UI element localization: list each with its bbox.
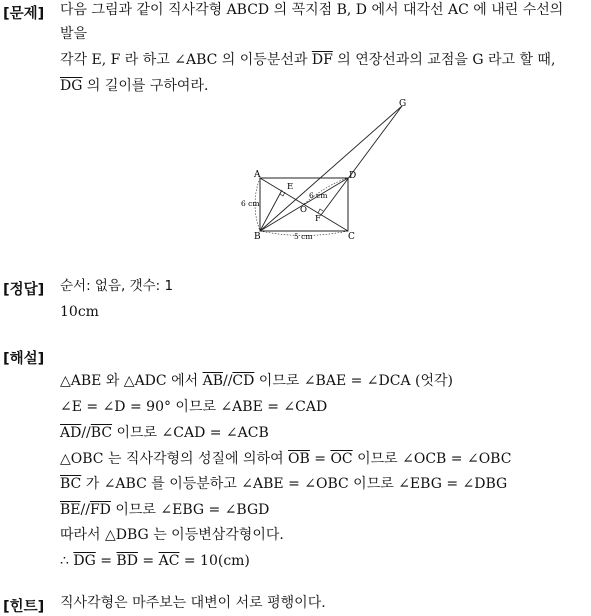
overline-segment: $\overline{DG}$ [60,78,83,94]
overline-segment: $\overline{OB}$ [288,451,310,467]
hint-line-1: 직사각형은 마주보는 대변이 서로 평행이다. [60,595,326,611]
solution-line-1: △ABE 와 △ADC 에서 $\overline{AB}//\overline{CD}$ 이므로 ∠BAE = ∠DCA (엇각) [60,373,454,389]
label-o: O [300,205,307,215]
dim-diagonal-label: 6 cm [309,191,328,200]
bisector-bg [260,106,402,231]
answer-tag: [정답] [3,282,45,298]
solution-tag: [해설] [3,351,45,367]
solution-line-2: ∠E = ∠D = 90° 이므로 ∠ABE = ∠CAD [60,399,328,415]
overline-segment: $\overline{BE}$ [60,502,81,518]
overline-segment: $\overline{BD}$ [116,553,138,569]
overline-segment: $\overline{BC}$ [90,425,113,441]
solution-line-8: ∴ $\overline{DG} = \overline{BD} = \overline{AC} = 10(cm)$ [60,553,250,569]
answer-line-2: 10cm [60,304,99,320]
overline-segment: $\overline{OC}$ [330,451,353,467]
solution-line-4: △OBC 는 직사각형의 성질에 의하여 $\overline{OB} = \overline{OC}$ 이므로 ∠OCB = ∠OBC [60,451,512,467]
overline-segment: $\overline{FD}$ [89,502,111,518]
problem-line-3: 각각 E, F 라 하고 ∠ABC 의 이등분선과 $\overline{DF}$ 의 연장선과의 교점을 G 라고 할 때, [60,52,556,68]
overline-segment: $\overline{DG}$ [73,553,96,569]
solution-line-3: $\overline{AD}//\overline{BC}$ 이므로 ∠CAD = ∠ACB [60,425,269,441]
solution-line-6: $\overline{BE}//\overline{FD}$ 이므로 ∠EBG = ∠BGD [60,502,270,518]
dim-width-label: 5 cm [294,232,313,241]
dim-height-label: 6 cm [241,199,260,208]
label-f: F [315,214,321,224]
label-a: A [254,170,261,180]
overline-segment: $\overline{AB}$ [202,373,223,389]
solution-line-5: $\overline{BC}$ 가 ∠ABC 를 이등분하고 ∠ABE = ∠OBC 이므로 ∠EBG = ∠DBG [60,476,508,492]
solution-line-7: 따라서 △DBG 는 이등변삼각형이다. [60,527,284,543]
problem-line-2: 발을 [60,26,88,42]
problem-line-1: 다음 그림과 같이 직사각형 ABCD 의 꼭지점 B, D 에서 대각선 AC 에 내린 수선의 [60,2,564,18]
label-b: B [254,232,261,242]
overline-segment: $\overline{CD}$ [232,373,255,389]
label-e: E [287,182,294,192]
problem-line-4: $\overline{DG}$ 의 길이를 구하여라. [60,78,209,94]
answer-line-1: 순서: 없음, 갯수: 1 [60,278,174,294]
geometry-figure [236,94,416,242]
overline-segment: $\overline{AC}$ [158,553,180,569]
overline-segment: $\overline{DF}$ [311,52,333,68]
line-df-to-g [321,106,402,215]
hint-tag: [힌트] [3,599,45,615]
label-g: G [399,99,407,109]
label-d: D [349,171,357,181]
overline-segment: $\overline{BC}$ [60,476,82,492]
problem-tag: [문제] [3,6,45,22]
right-angle-f [318,209,323,213]
overline-segment: $\overline{AD}$ [60,425,82,441]
label-c: C [348,232,355,242]
